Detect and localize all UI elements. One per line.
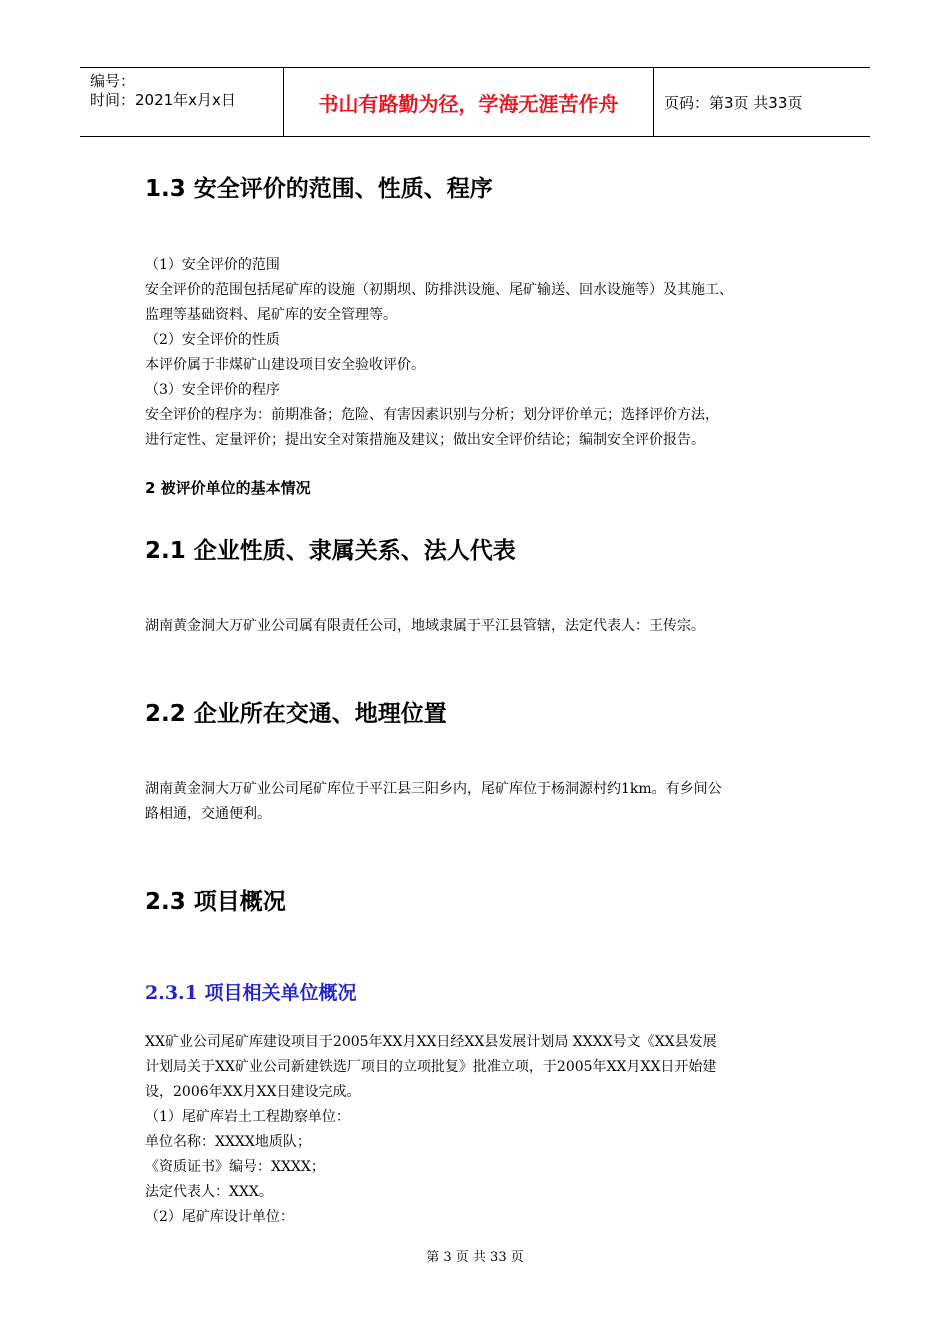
paragraph-line: 设，2006年XX月XX日建设完成。 [145,1084,361,1100]
header-meta [80,68,283,136]
section-1-3-title: 1.3 安全评价的范围、性质、程序 [145,176,493,202]
paragraph-line: 法定代表人：XXX。 [145,1184,273,1200]
paragraph-line: 《资质证书》编号：XXXX； [145,1159,325,1175]
paragraph-line: 湖南黄金洞大万矿业公司属有限责任公司，地域隶属于平江县管辖，法定代表人：王传宗。 [145,618,705,634]
paragraph-line: （2）安全评价的性质 [145,332,280,348]
page-header [80,67,870,137]
paragraph-line: 计划局关于XX矿业公司新建铁选厂项目的立项批复》批准立项，于2005年XX月XX日开始建 [145,1059,717,1075]
paragraph-line: 本评价属于非煤矿山建设项目安全验收评价。 [145,357,425,373]
paragraph-line: 路相通，交通便利。 [145,806,271,822]
section-2-3-title: 2.3 项目概况 [145,889,286,915]
header-page-label: 页码：第3页 共33页 [664,93,803,112]
document-time-label: 时间：2021年x月x日 [90,91,236,109]
paragraph-line: 湖南黄金洞大万矿业公司尾矿库位于平江县三阳乡内，尾矿库位于杨洞源村约1km。有乡间公 [145,781,722,797]
paragraph-line: （3）安全评价的程序 [145,382,280,398]
header-motto: 书山有路勤为径，学海无涯苦作舟 [283,68,654,136]
paragraph-line: 监理等基础资料、尾矿库的安全管理等。 [145,307,397,323]
paragraph-line: 安全评价的程序为：前期准备；危险、有害因素识别与分析；划分评价单元；选择评价方法， [145,407,719,423]
paragraph-line: （1）安全评价的范围 [145,257,280,273]
paragraph-line: XX矿业公司尾矿库建设项目于2005年XX月XX日经XX县发展计划局 XXXX号文《XX县发展 [145,1034,717,1050]
paragraph-line: （2）尾矿库设计单位： [145,1209,294,1225]
section-2-title: 2 被评价单位的基本情况 [145,479,311,497]
section-2-2-body [145,777,820,827]
section-2-3-1-body [145,1030,820,1230]
paragraph-line: （1）尾矿库岩土工程勘察单位： [145,1109,350,1125]
paragraph-line: 单位名称：XXXX地质队； [145,1134,311,1150]
paragraph-line: 安全评价的范围包括尾矿库的设施（初期坝、防排洪设施、尾矿输送、回水设施等）及其施工、 [145,282,733,298]
section-2-3-1-title: 2.3.1 项目相关单位概况 [145,982,357,1004]
document-number-label: 编号： [90,72,136,90]
section-2-1-title: 2.1 企业性质、隶属关系、法人代表 [145,538,516,564]
section-2-1-body [145,614,820,639]
page-footer: 第 3 页 共 33 页 [426,1250,524,1265]
paragraph-line: 进行定性、定量评价；提出安全对策措施及建议；做出安全评价结论；编制安全评价报告。 [145,432,705,448]
section-1-3-body [145,253,820,453]
section-2-2-title: 2.2 企业所在交通、地理位置 [145,701,447,727]
